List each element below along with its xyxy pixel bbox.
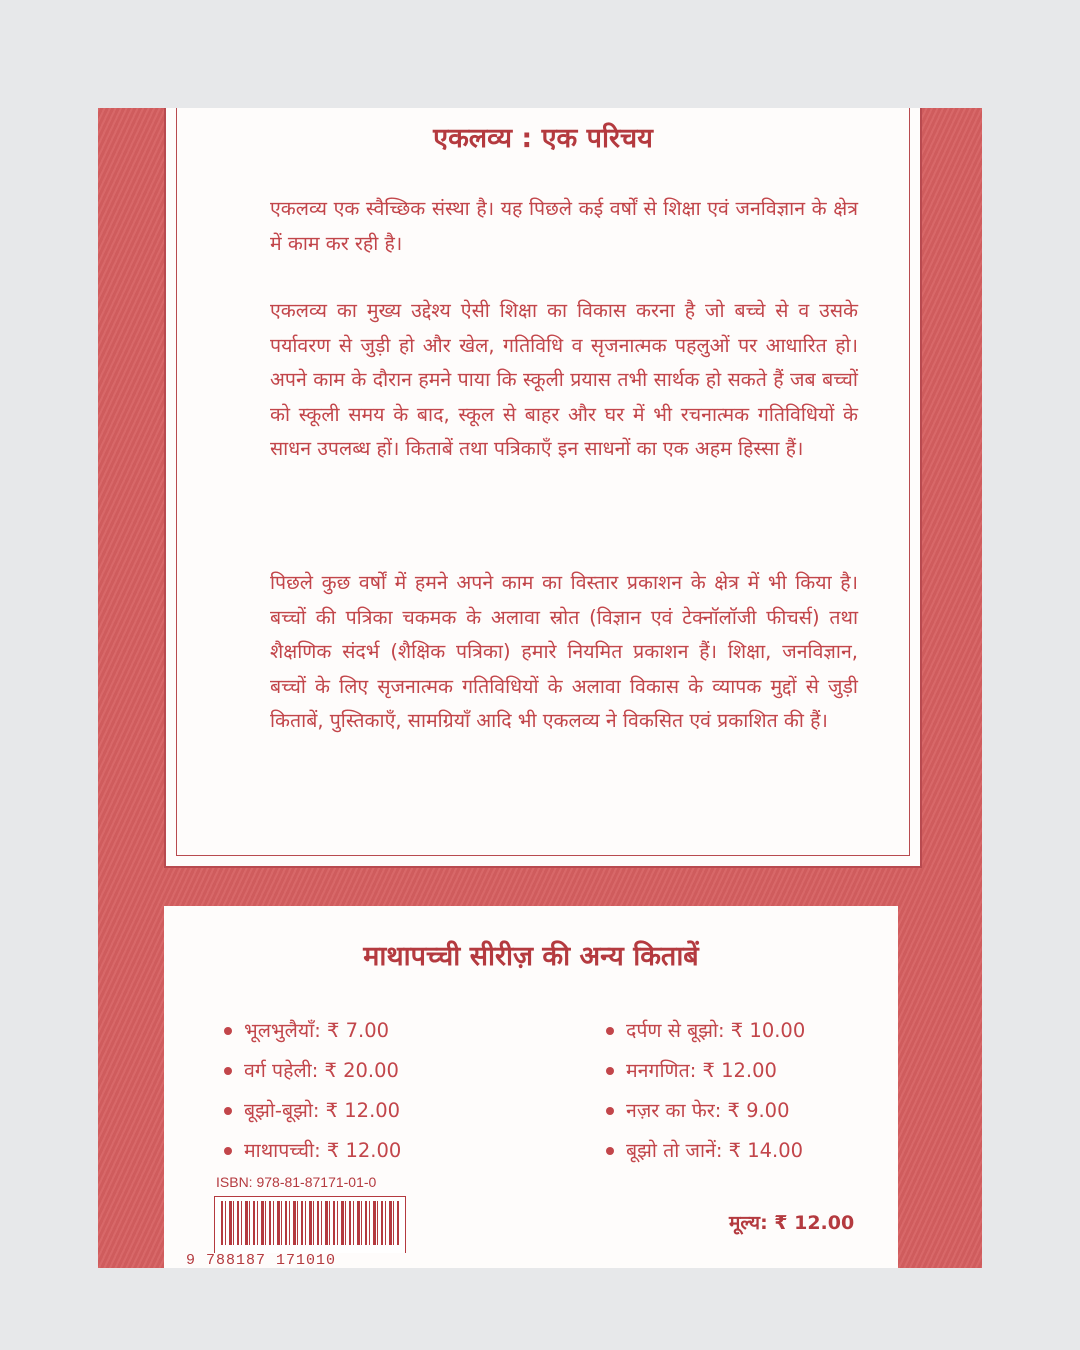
intro-paragraph-1: एकलव्य एक स्वैच्छिक संस्था है। यह पिछले कई वर्षों से शिक्षा एवं जनविज्ञान के क्षेत्र में काम कर रही है। — [270, 197, 858, 255]
intro-box — [164, 108, 922, 868]
back-cover — [98, 108, 982, 1268]
bullet-icon — [606, 1067, 614, 1075]
barcode-icon — [214, 1196, 406, 1253]
barcode-digits: 9 788187 171010 — [186, 1252, 337, 1268]
list-item: बूझो-बूझो: ₹ 12.00 — [224, 1091, 401, 1131]
bullet-icon — [224, 1107, 232, 1115]
series-box — [164, 906, 898, 1268]
isbn-label: ISBN: 978-81-87171-01-0 — [216, 1174, 377, 1190]
list-item: माथापच्ची: ₹ 12.00 — [224, 1131, 401, 1171]
intro-title: एकलव्य : एक परिचय — [433, 123, 653, 154]
list-item: भूलभुलैयाँ: ₹ 7.00 — [224, 1011, 401, 1051]
list-item: वर्ग पहेली: ₹ 20.00 — [224, 1051, 401, 1091]
list-item: मनगणित: ₹ 12.00 — [606, 1051, 805, 1091]
bullet-icon — [606, 1147, 614, 1155]
book-list-right — [606, 1011, 805, 1171]
series-title: माथापच्ची सीरीज़ की अन्य किताबें — [363, 941, 699, 972]
bullet-icon — [606, 1027, 614, 1035]
price-label: मूल्य: ₹ 12.00 — [729, 1212, 855, 1234]
intro-paragraph-3: पिछले कुछ वर्षों में हमने अपने काम का विस्तार प्रकाशन के क्षेत्र में भी किया है। बच्चों की पत्रिका चकमक के अलावा स्रोत (विज्ञान एवं टेक्नॉलॉजी फीचर्स) तथा शैक्षणिक संदर्भ (शैक्षिक पत्रिका) हमारे नियमित प्रकाशन हैं। शिक्षा, जनविज्ञान, बच्चों के लिए सृजनात्मक गतिविधियों के अलावा विकास के व्यापक मुद्दों से जुड़ी किताबें, पुस्तिकाएँ, सामग्रियाँ आदि भी एकलव्य ने विकसित एवं प्रकाशित की हैं। — [270, 571, 858, 732]
bullet-icon — [224, 1147, 232, 1155]
bullet-icon — [606, 1107, 614, 1115]
bullet-icon — [224, 1067, 232, 1075]
list-item: बूझो तो जानें: ₹ 14.00 — [606, 1131, 805, 1171]
book-list-left — [224, 1011, 401, 1171]
bullet-icon — [224, 1027, 232, 1035]
intro-paragraph-2: एकलव्य का मुख्य उद्देश्य ऐसी शिक्षा का विकास करना है जो बच्चे से व उसके पर्यावरण से जुड़ी हो और खेल, गतिविधि व सृजनात्मक पहलुओं पर आधारित हो। अपने काम के दौरान हमने पाया कि स्कूली प्रयास तभी सार्थक हो सकते हैं जब बच्चों को स्कूली समय के बाद, स्कूल से बाहर और घर में भी रचनात्मक गतिविधियों के साधन उपलब्ध हों। किताबें तथा पत्रिकाएँ इन साधनों का एक अहम हिस्सा हैं। — [270, 299, 858, 460]
list-item: दर्पण से बूझो: ₹ 10.00 — [606, 1011, 805, 1051]
list-item: नज़र का फेर: ₹ 9.00 — [606, 1091, 805, 1131]
